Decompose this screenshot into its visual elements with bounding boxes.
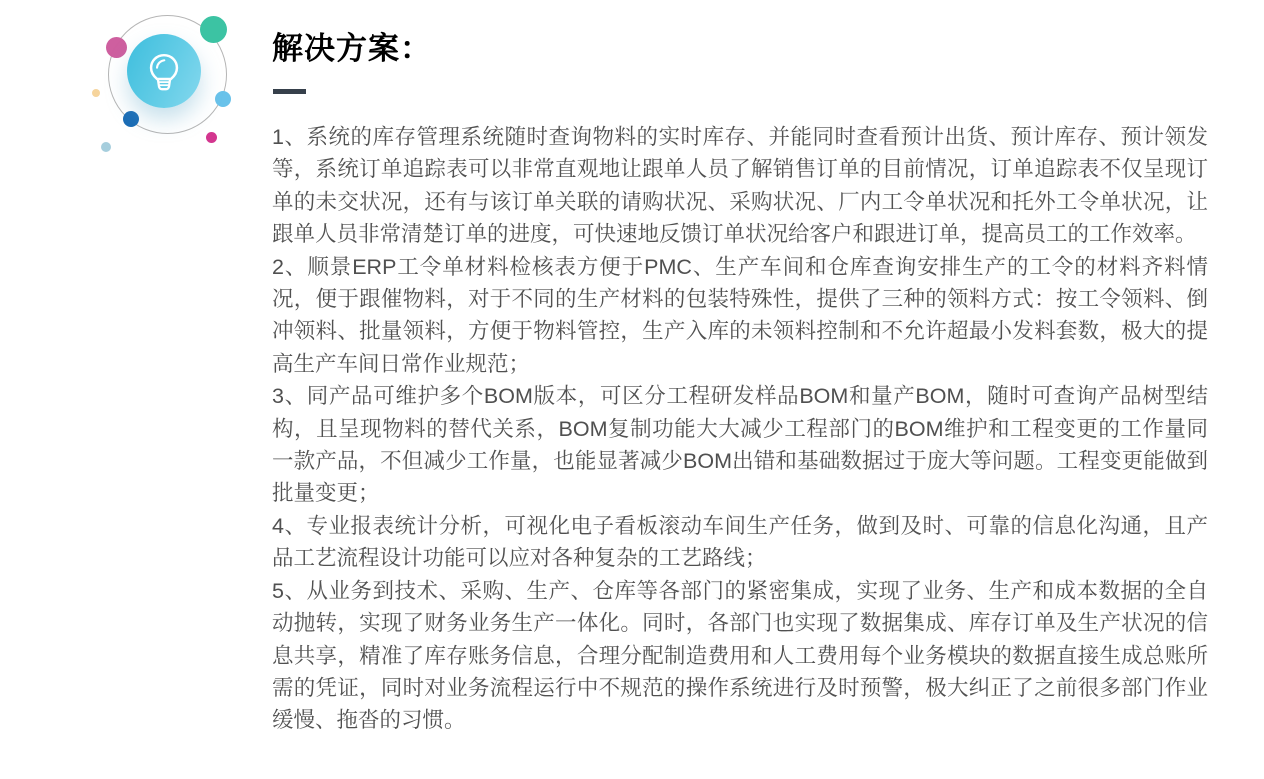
solution-point-3: 3、同产品可维护多个BOM版本，可区分工程研发样品BOM和量产BOM，随时可查询产品树型结构，且呈现物料的替代关系，BOM复制功能大大减少工程部门的BOM维护和工程变更的工作量同一款产品，不但减少工作量，也能显著减少BOM出错和基础数据过于庞大等问题。工程变更能做到批量变更； — [272, 384, 1208, 506]
accent-dash — [273, 89, 306, 94]
lightbulb-icon — [141, 48, 187, 94]
solution-point-2: 2、顺景ERP工令单材料检核表方便于PMC、生产车间和仓库查询安排生产的工令的材料齐料情况，便于跟催物料，对于不同的生产材料的包装特殊性，提供了三种的领料方式：按工令领料、倒冲领料、批量领料，方便于物料管控，生产入库的未领料控制和不允许超最小发料套数，极大的提高生产车间日常作业规范； — [272, 254, 1208, 376]
solution-point-4: 4、专业报表统计分析，可视化电子看板滚动车间生产任务，做到及时、可靠的信息化沟通，且产品工艺流程设计功能可以应对各种复杂的工艺路线； — [272, 513, 1208, 571]
lightbulb-badge — [88, 8, 248, 168]
pink-dot — [106, 37, 127, 58]
light-blue-dot — [215, 91, 231, 107]
solution-paragraphs — [272, 121, 1208, 737]
teal-dot — [200, 16, 227, 43]
magenta-dot — [206, 132, 217, 143]
bulb-circle — [127, 34, 201, 108]
pale-blue-dot — [101, 142, 111, 152]
page-title: 解决方案： — [272, 31, 432, 66]
solution-point-5: 5、从业务到技术、采购、生产、仓库等各部门的紧密集成，实现了业务、生产和成本数据的全自动抛转，实现了财务业务生产一体化。同时，各部门也实现了数据集成、库存订单及生产状况的信息共享，精准了库存账务信息，合理分配制造费用和人工费用每个业务模块的数据直接生成总账所需的凭证，同时对业务流程运行中不规范的操作系统进行及时预警，极大纠正了之前很多部门作业缓慢、拖沓的习惯。 — [272, 578, 1208, 733]
dark-blue-dot — [123, 111, 139, 127]
yellow-dot — [92, 89, 100, 97]
solution-point-1: 1、系统的库存管理系统随时查询物料的实时库存、并能同时查看预计出货、预计库存、预计领发等，系统订单追踪表可以非常直观地让跟单人员了解销售订单的目前情况，订单追踪表不仅呈现订单的未交状况，还有与该订单关联的请购状况、采购状况、厂内工令单状况和托外工令单状况，让跟单人员非常清楚订单的进度，可快速地反馈订单状况给客户和跟进订单，提高员工的工作效率。 — [272, 125, 1208, 247]
